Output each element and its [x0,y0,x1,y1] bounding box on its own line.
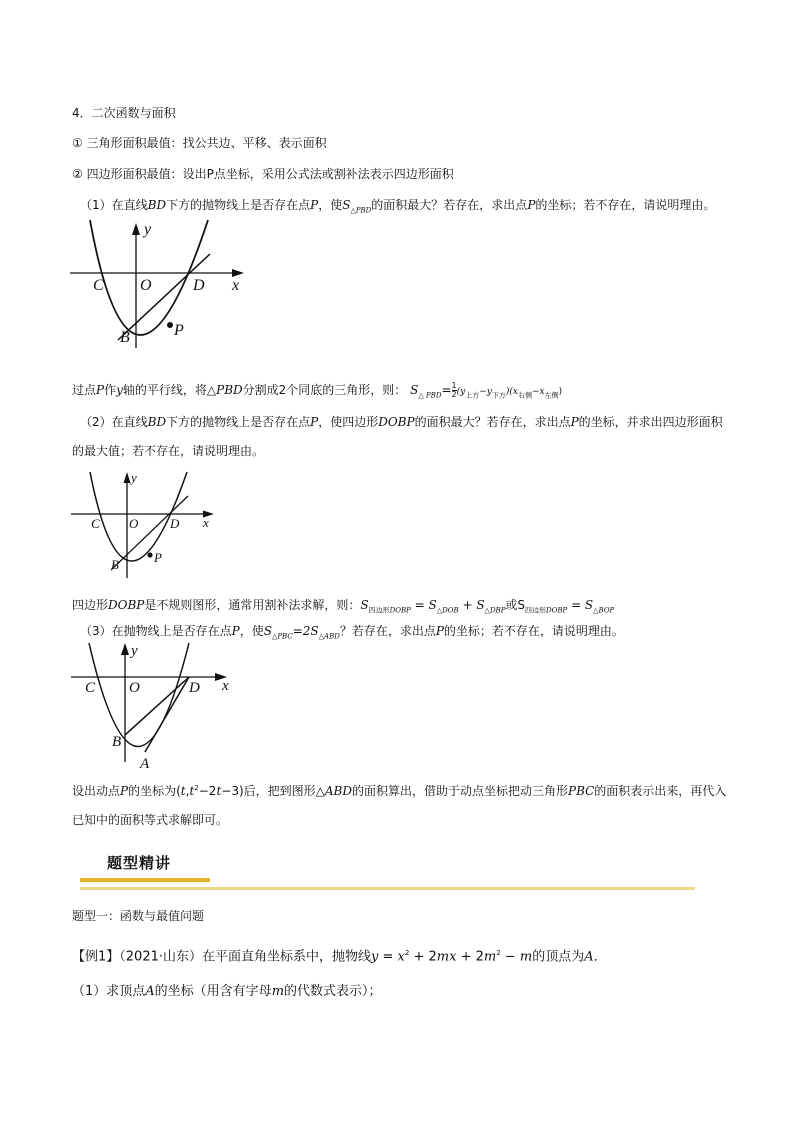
example-1-part-1: （1）求顶点A的坐标（用含有字母m的代数式表示）； [72,984,382,999]
question-2-continued: 的最大值；若不存在，请说明理由。 [72,444,265,458]
label-C: C [93,277,104,294]
example-1: 【例1】（2021·山东）在平面直角坐标系中，抛物线$y = x^2 + 2mx + 2m^2 - m$的顶点为A． [72,949,607,965]
fraction-half: $\frac{1}{2}$ [451,381,457,399]
section-divider [80,887,695,890]
label-x: x [203,515,209,530]
label-A: A [140,756,150,772]
label-D: D [170,516,180,531]
label-O: O [140,277,152,294]
point-triangle: ① 三角形面积最值：找公共边、平移、表示面积 [72,136,327,150]
label-P: P [174,322,184,339]
question-1: （1）在直线BD下方的抛物线上是否存在点P，使$S_{\triangle PBD}$的面积最大？若存在，求出点P的坐标；若不存在，请说明理由。 [80,198,716,215]
label-C: C [91,516,100,531]
type-heading: 题型一：函数与最值问题 [72,909,205,923]
figure-2-parabola [65,470,220,582]
label-O: O [129,516,139,531]
label-P: P [154,550,162,565]
topic-heading: 4．二次函数与面积 [72,106,176,120]
label-D: D [193,277,205,294]
note-2: 四边形DOBP是不规则图形，通常用割补法求解，则：$S_{四边形DOBP} = S_{\triangle DOB} + S_{\triangle DBP}$或$S_{四边形DOBP} = S_{\triangle BOP}$ [72,598,615,615]
point-quadrilateral: ② 四边形面积最值：设出P点坐标，采用公式法或割补法表示四边形面积 [72,167,454,181]
label-B: B [120,329,130,346]
figure-1-parabola [60,218,250,353]
label-B: B [111,557,119,572]
figure-3-parabola [65,640,245,775]
question-2: （2）在直线BD下方的抛物线上是否存在点P，使四边形DOBP的面积最大？若存在，求出点P的坐标，并求出四边形面积 [80,415,723,429]
label-x: x [232,277,240,294]
section-underline [80,878,210,882]
label-O: O [129,680,140,696]
note-3: 设出动点P的坐标为$(t,t^2-2t-3)$后，把到图形△ABD的面积算出，借助于动点坐标把动三角形PBC的面积表示出来，再代入已知中的面积等式求解即可。 [72,784,727,827]
label-y: y [131,643,138,659]
label-C: C [85,680,96,696]
label-D: D [189,680,200,696]
label-y: y [144,221,152,238]
label-x: x [222,678,229,694]
question-3: （3）在抛物线上是否存在点P，使$S_{\triangle PBC}=2S_{\triangle ABD}$？若存在，求出点P的坐标；若不存在，请说明理由。 [80,624,624,641]
section-title: 题型精讲 [107,854,172,872]
label-B: B [112,734,122,750]
label-y: y [131,470,137,485]
note-1: 过点P作y轴的平行线，将△PBD分割成2个同底的三角形，则： $S_{\triangle PBD}=$ $\frac{1}{2}$ $(y_{上方}-y_{下方})(x_{右侧}-x_{左侧})$ [72,381,563,400]
